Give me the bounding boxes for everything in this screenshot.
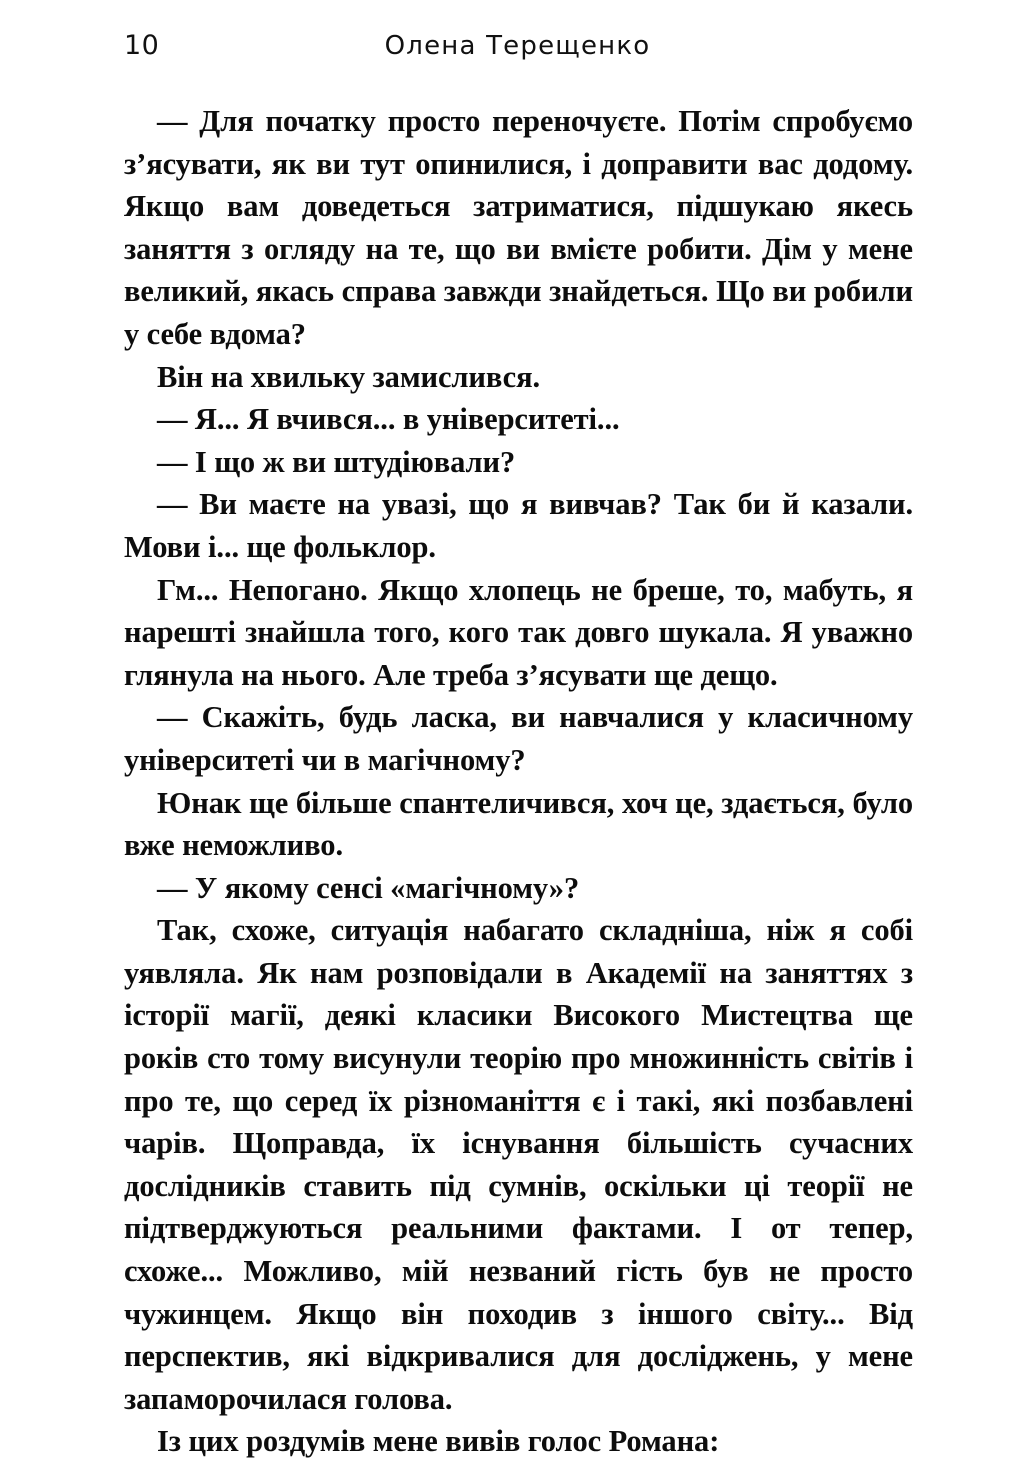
paragraph: Так, схоже, ситуація набагато складніша, ніж я собі уявляла. Як нам розповідали в Академії на заняттях з історії магії, деякі класики Високого Мистецтва ще років сто тому висунули теорію про множинність світів і про те, що серед їх різноманіття є і такі, які позбавлені чарів. Щоправда, їх існування більшість сучасних дослідників ставить під сумнів, оскільки ці теорії не підтверджуються реальними фактами. І от тепер, схоже... Можливо, мій незваний гість був не просто чужинцем. Якщо він походив з іншого світу... Від перспектив, які відкривалися для досліджень, у мене запаморочилася голова. <box>124 913 913 1416</box>
paragraph: Юнак ще більше спантеличився, хоч це, здається, було вже неможливо. <box>124 785 913 863</box>
paragraph: — Для початку просто переночуєте. Потім спробуємо з’ясувати, як ви тут опинилися, і доправити вас додому. Якщо вам доведеться затриматися, підшукаю якесь заняття з огляду на те, що ви вмієте робити. Дім у мене великий, якась справа завжди знайдеться. Що ви робили у себе вдома? <box>124 104 913 351</box>
running-head <box>0 28 1035 72</box>
paragraph: — Ви маєте на увазі, що я вивчав? Так би й казали. Мови і... ще фольклор. <box>124 487 913 564</box>
body-text <box>124 100 913 1463</box>
paragraph: — Скажіть, будь ласка, ви навчалися у класичному університеті чи в магічному? <box>124 700 913 777</box>
paragraph: — І що ж ви штудіювали? <box>157 444 516 479</box>
paragraph: — У якому сенсі «магічному»? <box>157 870 580 905</box>
paragraph: Гм... Непогано. Якщо хлопець не бреше, то, мабуть, я нарешті знайшла того, кого так довго шукала. Я уважно глянула на нього. Але треба з’ясувати ще дещо. <box>124 572 913 692</box>
paragraph: Із цих роздумів мене вивів голос Романа: <box>157 1424 720 1459</box>
paragraph: — Я... Я вчився... в університеті... <box>157 402 620 437</box>
paragraph: Він на хвильку замислився. <box>157 359 540 394</box>
page-number: 10 <box>124 30 160 61</box>
author-name: Олена Терещенко <box>384 31 651 61</box>
